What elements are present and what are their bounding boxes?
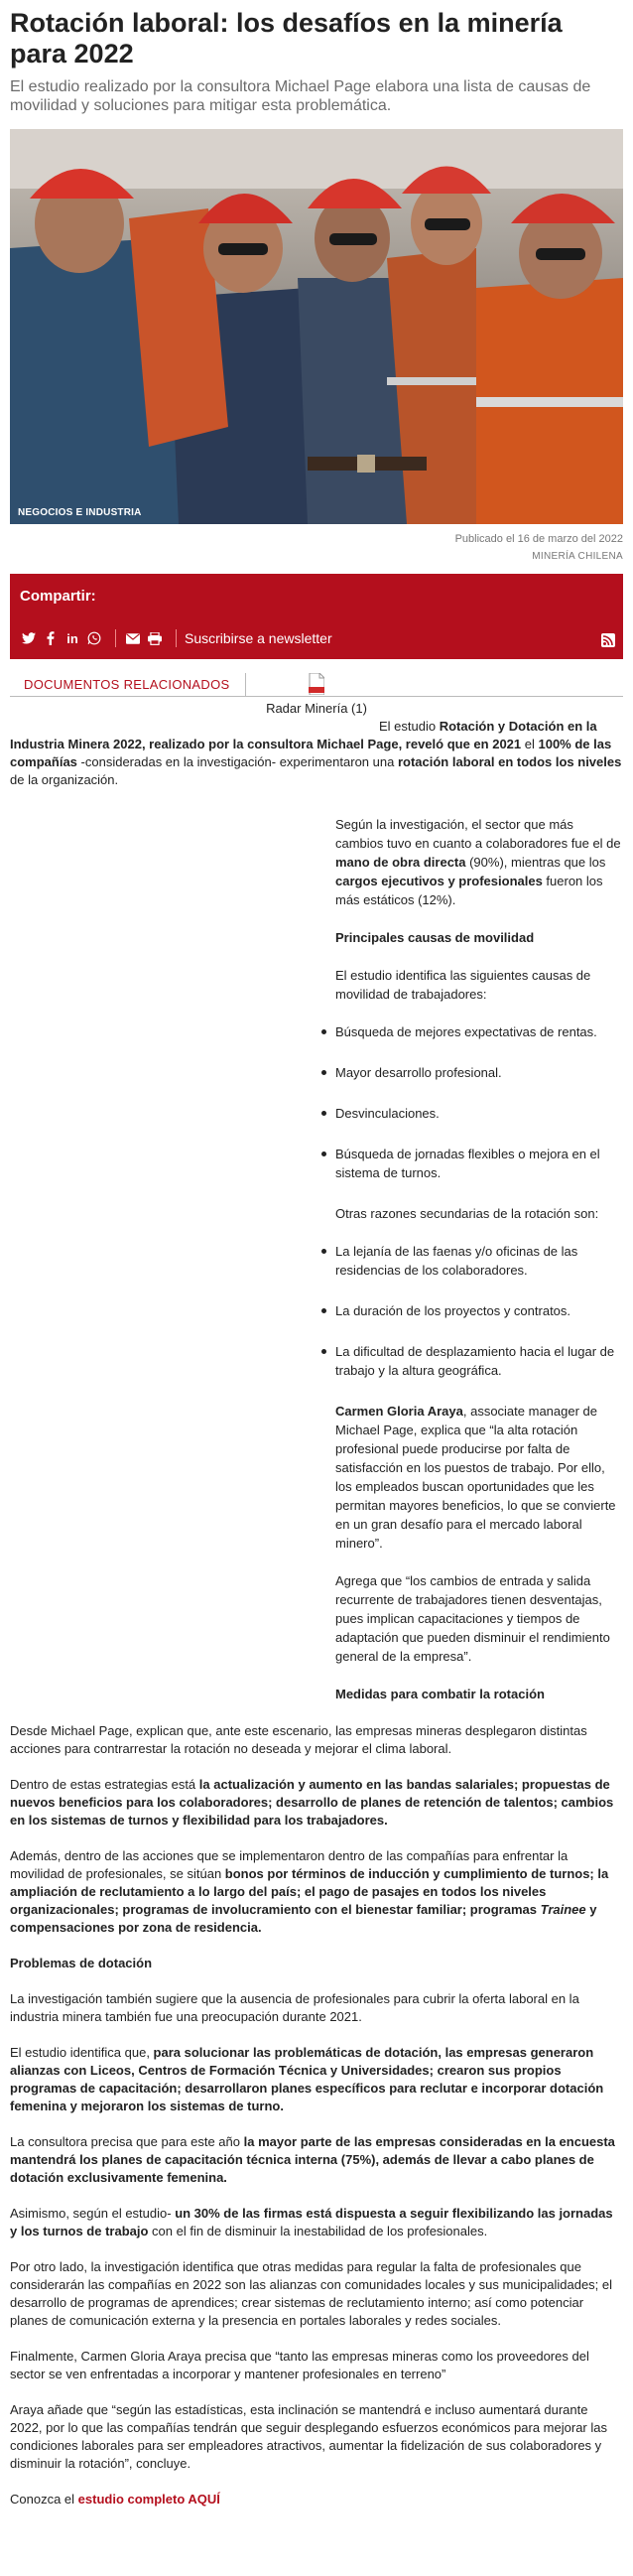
section-heading: Problemas de dotación: [10, 1956, 153, 1970]
column-paragraph: Otras razones secundarias de la rotación son:: [335, 1206, 599, 1221]
lead-text: de la organización.: [10, 772, 119, 787]
related-documents: [10, 673, 623, 697]
tab-divider: [245, 673, 246, 697]
share-icons: [20, 629, 332, 647]
secondary-causes-list: [335, 1242, 623, 1380]
print-icon[interactable]: [146, 629, 164, 647]
share-divider: [176, 629, 177, 647]
lead-text: -consideradas en la investigación- experimentaron una: [76, 754, 398, 769]
share-divider: [115, 629, 116, 647]
article-meta: [10, 530, 623, 566]
lead-bold: rotación laboral en todos los niveles: [397, 754, 622, 769]
list-item: Desvinculaciones.: [335, 1104, 623, 1123]
related-underline: [10, 696, 623, 697]
full-study-link[interactable]: estudio completo AQUÍ: [77, 2492, 220, 2507]
related-document-link[interactable]: Radar Minería (1): [266, 701, 367, 716]
list-item: La lejanía de las faenas y/o oficinas de las residencias de los colaboradores.: [335, 1242, 623, 1280]
body-paragraph: El estudio identifica que, para solucionar las problemáticas de dotación, las empresas generaron alianzas con Liceos, Centros de Formación Técnica y Universidades; crearon sus propios programas de capacitación; desarrollaron planes específicos para reclutar e incorporar dotación femenina y mejoraron los sistemas de turno.: [10, 2045, 604, 2113]
body-paragraph: Finalmente, Carmen Gloria Araya precisa que “tanto las empresas mineras como los proveedores del sector se ven enfrentadas a incorporar y mantener profesionales en terreno”: [10, 2349, 589, 2381]
miners-photo: [10, 129, 623, 524]
article-hero-image: [10, 129, 623, 524]
article-page: [0, 8, 633, 2508]
body-paragraph: La investigación también sugiere que la ausencia de profesionales para cubrir la oferta laboral en la industria minera también fue una preocupación durante 2021.: [10, 1991, 579, 2024]
column-paragraph: Agrega que “los cambios de entrada y salida recurrente de trabajadores tienen desventajas, pues implican capacitaciones y tiempos de adaptación que pueden disminuir el rendimiento general de la empresa”.: [335, 1573, 610, 1664]
tab-related-documents[interactable]: DOCUMENTOS RELACIONADOS: [24, 677, 230, 692]
pdf-icon[interactable]: [309, 673, 324, 695]
email-icon[interactable]: [124, 629, 142, 647]
article-body: [10, 1722, 623, 2508]
body-paragraph: La consultora precisa que para este año la mayor parte de las empresas consideradas en la encuesta mantendrá los planes de capacitación técnica interna (75%), además de llevar a cabo planes de dotación exclusivamente femenina.: [10, 2134, 615, 2185]
rss-icon[interactable]: [601, 633, 615, 647]
list-item: Búsqueda de jornadas flexibles o mejora en el sistema de turnos.: [335, 1145, 623, 1182]
article-subtitle: El estudio realizado por la consultora Michael Page elabora una lista de causas de movilidad y soluciones para mitigar esta problemática.: [10, 78, 591, 114]
publish-date: Publicado el 16 de marzo del 2022: [454, 533, 623, 545]
body-paragraph: Dentro de estas estrategias está la actualización y aumento en las bandas salariales; propuestas de nuevos beneficios para los colaboradores; desarrollo de planes de retención de talentos; cambios en los sistemas de turnos y flexibilidad para los trabajadores.: [10, 1777, 614, 1828]
narrow-column: [335, 815, 623, 1703]
image-category-tag[interactable]: NEGOCIOS E INDUSTRIA: [18, 507, 142, 518]
causes-list: [335, 1022, 623, 1182]
column-paragraph: Carmen Gloria Araya, associate manager de Michael Page, explica que “la alta rotación profesional puede producirse por falta de satisfacción en los puestos de trabajo. Por ello, los empleados buscan oportunidades que les permitan mayores beneficios, lo que se convierte en un gran desafío para el mercado laboral minero”.: [335, 1404, 616, 1551]
list-item: Mayor desarrollo profesional.: [335, 1063, 623, 1082]
share-bar: [10, 574, 623, 659]
share-label: Compartir:: [20, 588, 96, 605]
list-item: La dificultad de desplazamiento hacia el lugar de trabajo y la altura geográfica.: [335, 1342, 623, 1380]
twitter-icon[interactable]: [20, 629, 38, 647]
article-source: MINERÍA CHILENA: [532, 551, 623, 562]
body-paragraph: Además, dentro de las acciones que se implementaron dentro de las compañías para enfrentar la movilidad de profesionales, se sitúan bonos por términos de inducción y cumplimiento de turnos; la ampliación de reclutamiento a lo largo del país; el pago de pasajes en todos los niveles organizacionales; programas de involucramiento con el bienestar familiar; programas Trainee y compensaciones por zona de residencia.: [10, 1848, 609, 1935]
section-heading: Principales causas de movilidad: [335, 930, 535, 945]
linkedin-icon[interactable]: in: [66, 630, 78, 646]
newsletter-link[interactable]: Suscribirse a newsletter: [185, 630, 332, 646]
article-title: Rotación laboral: los desafíos en la minería para 2022: [10, 8, 563, 68]
lead-paragraph: [10, 718, 623, 789]
lead-bold: Rotación y Dotación en la Industria Minera 2022, realizado por la consultora Michael Page, reveló que en 2021: [10, 719, 597, 751]
list-item: La duración de los proyectos y contratos.: [335, 1301, 623, 1320]
body-paragraph: Conozca el estudio completo AQUÍ: [10, 2492, 220, 2507]
whatsapp-icon[interactable]: [85, 629, 103, 647]
section-heading: Medidas para combatir la rotación: [335, 1687, 545, 1701]
column-paragraph: Según la investigación, el sector que más cambios tuvo en cuanto a colaboradores fue el de mano de obra directa (90%), mientras que los cargos ejecutivos y profesionales fueron los más estáticos (12%).: [335, 817, 621, 907]
body-paragraph: Asimismo, según el estudio- un 30% de las firmas está dispuesta a seguir flexibilizando las jornadas y los turnos de trabajo con el fin de disminuir la inestabilidad de los profesionales.: [10, 2206, 613, 2238]
body-paragraph: Por otro lado, la investigación identifica que otras medidas para regular la falta de profesionales que considerarán las compañías en 2022 son las alianzas con comunidades locales y sus municipalidades; el desarrollo de programas de aprendices; crear sistemas de reclutamiento interno; así como potenciar planes de comunicación externa y la presencia en portales laborales y redes sociales.: [10, 2259, 613, 2328]
column-paragraph: El estudio identifica las siguientes causas de movilidad de trabajadores:: [335, 968, 591, 1002]
lead-text: el: [521, 737, 539, 751]
body-paragraph: Araya añade que “según las estadísticas, esta inclinación se mantendrá e incluso aumentará durante 2022, por lo que las compañías tendrán que seguir desplegando esfuerzos económicos para mejorar las condiciones laborales para ser empleadores atractivos, aumentar la fidelización de sus colaboradores y disminuir la rotación”, concluye.: [10, 2402, 607, 2471]
lead-bold: 100% de las compañías: [10, 737, 612, 769]
body-paragraph: Desde Michael Page, explican que, ante este escenario, las empresas mineras desplegaron distintas acciones para contrarrestar la rotación no deseada y mejorar el clima laboral.: [10, 1723, 587, 1756]
facebook-icon[interactable]: [42, 629, 60, 647]
list-item: Búsqueda de mejores expectativas de rentas.: [335, 1022, 623, 1041]
lead-text: El estudio: [379, 719, 440, 734]
